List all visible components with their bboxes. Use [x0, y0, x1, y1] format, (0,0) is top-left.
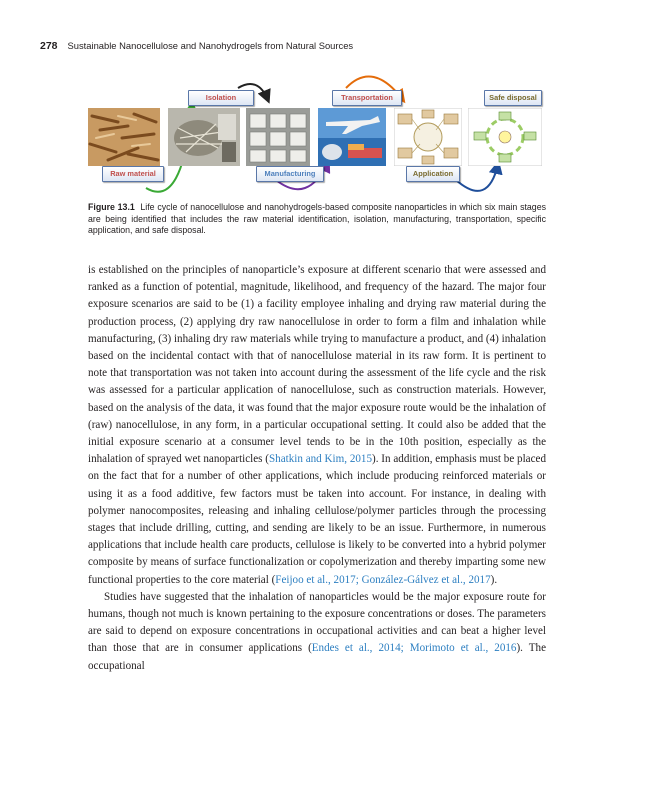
- running-header: [40, 40, 600, 54]
- safe-disposal-photo: [468, 108, 542, 166]
- isolation-photo: [168, 108, 240, 166]
- stage-label-safe-disposal: Safe disposal: [484, 90, 542, 106]
- raw-material-photo: [88, 108, 160, 166]
- stage-label-transportation: Transportation: [332, 90, 402, 106]
- figure-caption-text: Life cycle of nanocellulose and nanohydrogels-based composite nanoparticles in which six main stages are being identified that includes the raw material identification, isolation, manufacturing, transportation, specific application, and safe disposal.: [88, 202, 546, 235]
- arrow-application-to-disposal: [456, 164, 498, 191]
- stage-label-isolation: Isolation: [188, 90, 254, 106]
- paragraph-text: ). In addition, emphasis must be placed on the fact that for a number of other applications, which include producing reinforced materials or using it as a food additive, few factors must be taken into account. For instance, in dealing with polymer nanocomposites, releasing and inhaling cellulose/polymer particles through the processing stages that include drilling, cutting, and sending are likely to be an issue. Furthermore, in numerous applications that include health care products, cellulose is likely to be converted into a hybrid polymer composite by means of surface functionalization or copolymerization and thereby imparting some new functional properties to the core material (: [88, 453, 547, 586]
- figure-label: Figure 13.1: [88, 202, 135, 212]
- life-cycle-figure: [88, 70, 548, 202]
- figure-caption: [88, 202, 546, 237]
- application-photo: [394, 108, 462, 166]
- paragraph-text: is established on the principles of nanoparticle’s exposure at different scenario that were assessed and ranked as a function of potential, magnitude, likelihood, and frequency of the hazard. The major four exposure scenarios are said to be (1) a facility employee inhaling and drying raw material during the production process, (2) applying dry raw nanocellulose in order to form a film and inhalation while manufacturing, (3) inhaling dry raw materials while trying to manufacture a product, and (4) inhalation based on the incidental contact with that of nanocellulose material in its raw form. It is pertinent to note that transportation was not taken into account during the assessment of the life cycle and the risk was assessed for a particular application of nanocellulose, such as construction materials. However, based on the analysis of the data, it was found that the major exposure route would be the inhalation of (raw) nanocellulose, in any form, in a particular occupational setting. It could also be added that the initial exposure scenario at a consumer level tends to be in the 10th position, especially as the inhalation of sprayed wet nanoparticles (: [88, 264, 546, 466]
- manufacturing-photo: [246, 108, 310, 166]
- citation-link[interactable]: Endes et al., 2014; Morimoto et al., 2016: [311, 642, 517, 655]
- stage-label-raw-material: Raw material: [102, 166, 164, 182]
- citation-link[interactable]: Shatkin and Kim, 2015: [269, 453, 373, 466]
- transportation-photo: [318, 108, 386, 166]
- body-text: [88, 262, 546, 675]
- paragraph-text: ). The occupational: [88, 642, 547, 672]
- page-number: 278: [40, 40, 58, 52]
- stage-label-application: Application: [406, 166, 460, 182]
- citation-link[interactable]: Feijoo et al., 2017; González-Gálvez et al., 2017: [275, 573, 491, 586]
- paragraph: [88, 589, 546, 675]
- paragraph-text: Studies have suggested that the inhalation of nanoparticles would be the major exposure route for humans, though not much is known pertaining to the exposure concentrations or doses. The parameters are said to depend on exposure concentrations in occupational activities and can beat a higher level than those that are in consumer applications (: [88, 590, 546, 655]
- stage-label-manufacturing: Manufacturing: [256, 166, 324, 182]
- paragraph-text: ).: [490, 573, 498, 586]
- running-title: Sustainable Nanocellulose and Nanohydrogels from Natural Sources: [67, 40, 354, 51]
- paragraph: [88, 262, 546, 589]
